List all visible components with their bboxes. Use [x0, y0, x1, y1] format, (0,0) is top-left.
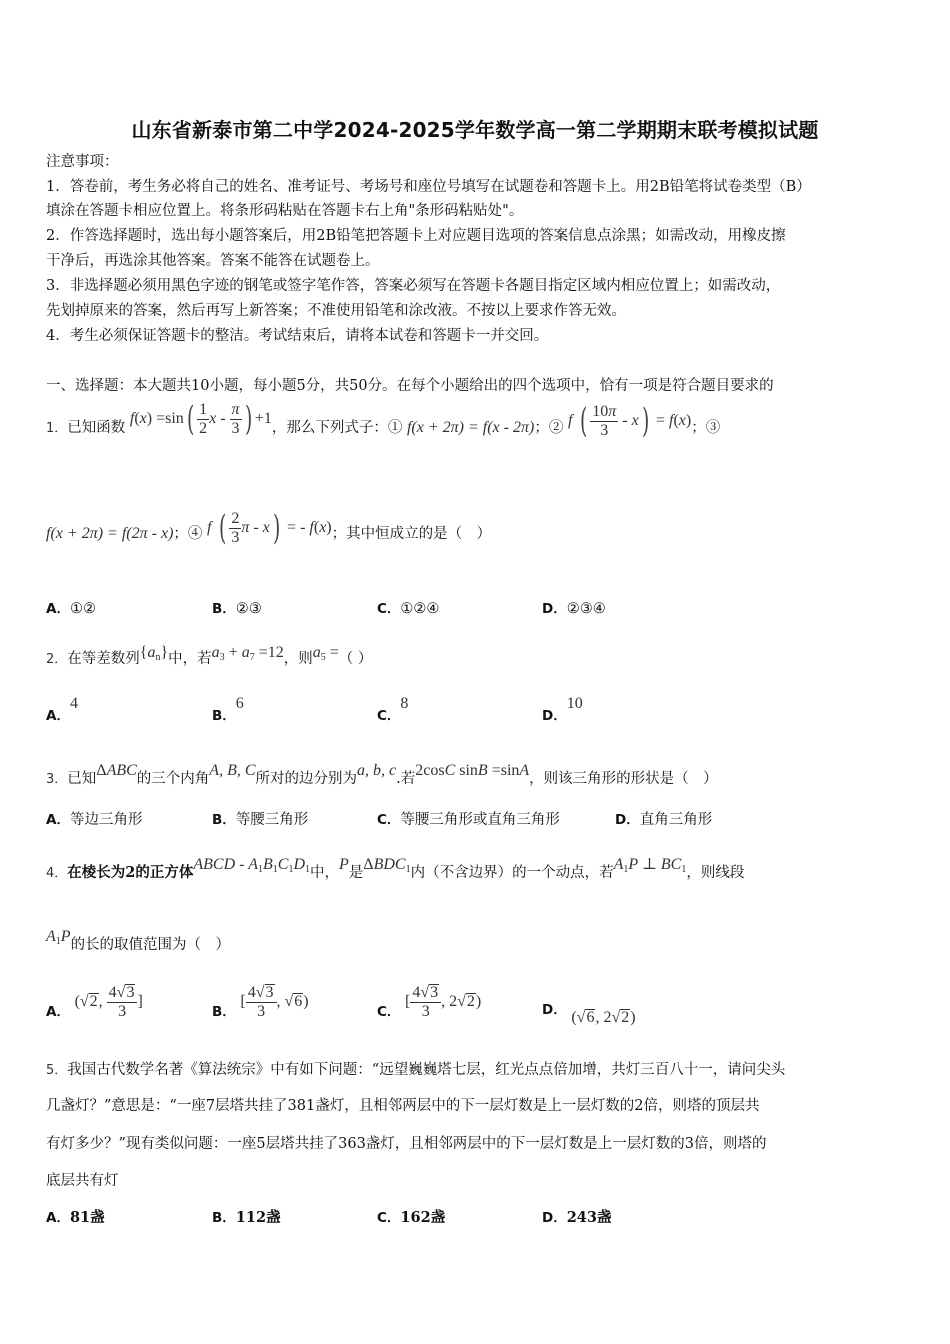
q3-text: 已知	[67, 771, 97, 787]
question-4-cont	[46, 922, 230, 960]
question-number: 4．	[46, 866, 68, 881]
question-number: 2．	[46, 652, 68, 667]
notice-heading: 注意事项：	[46, 154, 119, 170]
q4-text: 是	[348, 865, 364, 881]
option-d[interactable]: D．直角三角形	[615, 812, 713, 828]
option-c[interactable]: C． [ $\frac{4√3}{3}$ , 2√2)	[377, 983, 482, 1020]
q2-target: $a_5$ =	[312, 644, 339, 663]
option-b[interactable]: B．6	[212, 695, 244, 724]
option-c[interactable]: C．等腰三角形或直角三角形	[377, 812, 560, 828]
option-d[interactable]: D．②③④	[542, 601, 606, 617]
q3-text: .若	[396, 771, 416, 787]
notice-line: 干净后，再选涂其他答案。答案不能答在试题卷上。	[46, 253, 380, 269]
q3-triangle: ΔABC	[96, 762, 137, 779]
option-b[interactable]: B．112盏	[212, 1209, 281, 1226]
question-5	[46, 1060, 785, 1081]
q2-text: ，则	[283, 651, 313, 667]
question-number: 1．	[46, 421, 68, 436]
question-4	[46, 850, 744, 889]
q4-text: 在棱长为2的正方体	[67, 864, 194, 881]
option-d[interactable]: D．10	[542, 695, 583, 724]
q2-text: 中，若	[168, 651, 212, 667]
q1-function-formula: f(x) =sin( $\frac{1}{2}$ x - $\frac{\pi}{3}$ ) +1	[129, 399, 272, 439]
q4-cube: ABCD - $A_1B_1C_1D_1$	[193, 856, 310, 875]
q1-formula-4: f ( $\frac{2}{3}$ π - x) = - f(x)	[207, 508, 332, 548]
question-5-line: 有灯多少？”现有类似问题：一座5层塔共挂了363盏灯，且相邻两层中的下一层灯数是上一层灯数的3倍，则塔的	[46, 1136, 767, 1152]
option-a[interactable]: A．①②	[46, 601, 96, 617]
q1-text: ；②	[534, 420, 564, 436]
q2-sequence: $\{a_n\}$	[139, 644, 169, 663]
option-c[interactable]: C．8	[377, 695, 409, 724]
q3-condition: 2cosC sinB =sinA	[415, 762, 530, 779]
q1-formula-1: f(x + 2π) = f(x - 2π)	[406, 419, 535, 436]
q1-text: ；其中恒成立的是（ ）	[331, 526, 492, 542]
option-b[interactable]: B．②③	[212, 601, 262, 617]
notice-line: 1．答卷前，考生务必将自己的姓名、准考证号、考场号和座位号填写在试题卷和答题卡上。用2B铅笔将试卷类型（B）	[46, 179, 811, 195]
section-heading: 一、选择题：本大题共10小题，每小题5分，共50分。在每个小题给出的四个选项中，恰有一项是符合题目要求的	[46, 378, 774, 394]
q1-formula-2: f ( $\frac{10\pi}{3}$ - x) = f(x)	[567, 401, 692, 441]
option-a[interactable]: A．4	[46, 695, 78, 724]
option-b[interactable]: B． [ $\frac{4√3}{3}$ , √6)	[212, 983, 309, 1020]
q1-text: ；③	[691, 420, 721, 436]
q4-condition: $A_1P$ ⊥ $BC_1$	[613, 856, 687, 875]
option-a[interactable]: A． (√2, $\frac{4√3}{3}$ ]	[46, 983, 143, 1020]
option-d[interactable]: D． (√6, 2√2)	[542, 1002, 636, 1026]
q1-formula-3: f(x + 2π) = f(2π - x)	[46, 525, 174, 542]
q5-text: 我国古代数学名著《算法统宗》中有如下问题：“远望巍巍塔七层，红光点点倍加增，共灯三百八十一，请问尖头	[67, 1062, 786, 1078]
notice-line: 先划掉原来的答案，然后再写上新答案；不准使用铅笔和涂改液。不按以上要求作答无效。	[46, 303, 626, 319]
option-c[interactable]: C．①②④	[377, 601, 440, 617]
question-1	[46, 399, 721, 451]
question-1-cont	[46, 508, 492, 556]
page-title: 山东省新泰市第二中学2024-2025学年数学高一第二学期期末联考模拟试题	[131, 118, 819, 142]
q2-condition: $a_3 + a_7 =12$	[211, 644, 284, 663]
option-a[interactable]: A．81盏	[46, 1209, 105, 1226]
q4-text: 的长的取值范围为（ ）	[70, 937, 231, 953]
q4-segment: $A_1P$	[46, 928, 71, 947]
q3-text: 所对的边分别为	[255, 771, 358, 787]
option-c[interactable]: C．162盏	[377, 1209, 446, 1226]
option-b[interactable]: B．等腰三角形	[212, 812, 309, 828]
q4-point: P	[339, 856, 349, 873]
notice-line: 3．非选择题必须用黑色字迹的钢笔或签字笔作答，答案必须写在答题卡各题目指定区域内相应位置上；如需改动，	[46, 278, 781, 294]
notice-line: 填涂在答题卡相应位置上。将条形码粘贴在答题卡右上角"条形码粘贴处"。	[46, 203, 524, 219]
q4-text: ，则线段	[686, 865, 745, 881]
q4-triangle: $\Delta BDC_1$	[363, 856, 411, 875]
notice-line: 4．考生必须保证答题卡的整洁。考试结束后，请将本试卷和答题卡一并交回。	[46, 328, 549, 344]
q2-text: 在等差数列	[67, 651, 140, 667]
question-5-line: 底层共有灯	[46, 1173, 119, 1189]
question-5-line: 几盏灯？”意思是：“一座7层塔共挂了381盏灯，且相邻两层中的下一层灯数是上一层灯数的2倍，则塔的顶层共	[46, 1098, 760, 1114]
option-a[interactable]: A．等边三角形	[46, 812, 143, 828]
q4-text: 中，	[310, 865, 339, 881]
q2-text: （ ）	[338, 651, 373, 667]
q3-sides: a, b, c	[357, 762, 397, 779]
q1-text: ，那么下列式子：①	[271, 420, 403, 436]
q4-text: 内（不含边界）的一个动点，若	[410, 865, 614, 881]
option-d[interactable]: D．243盏	[542, 1209, 612, 1226]
notice-line: 2．作答选择题时，选出每小题答案后，用2B铅笔把答题卡上对应题目选项的答案信息点涂黑；如需改动，用橡皮擦	[46, 228, 786, 244]
q3-text: 的三个内角	[136, 771, 210, 787]
q1-text: ；④	[173, 526, 203, 542]
q3-text: ，则该三角形的形状是（ ）	[529, 771, 718, 787]
q1-text: 已知函数	[67, 420, 126, 436]
question-number: 5．	[46, 1063, 68, 1078]
question-number: 3．	[46, 772, 68, 787]
question-2	[46, 640, 372, 673]
q3-angles: A, B, C	[209, 762, 256, 779]
question-3	[46, 756, 718, 795]
